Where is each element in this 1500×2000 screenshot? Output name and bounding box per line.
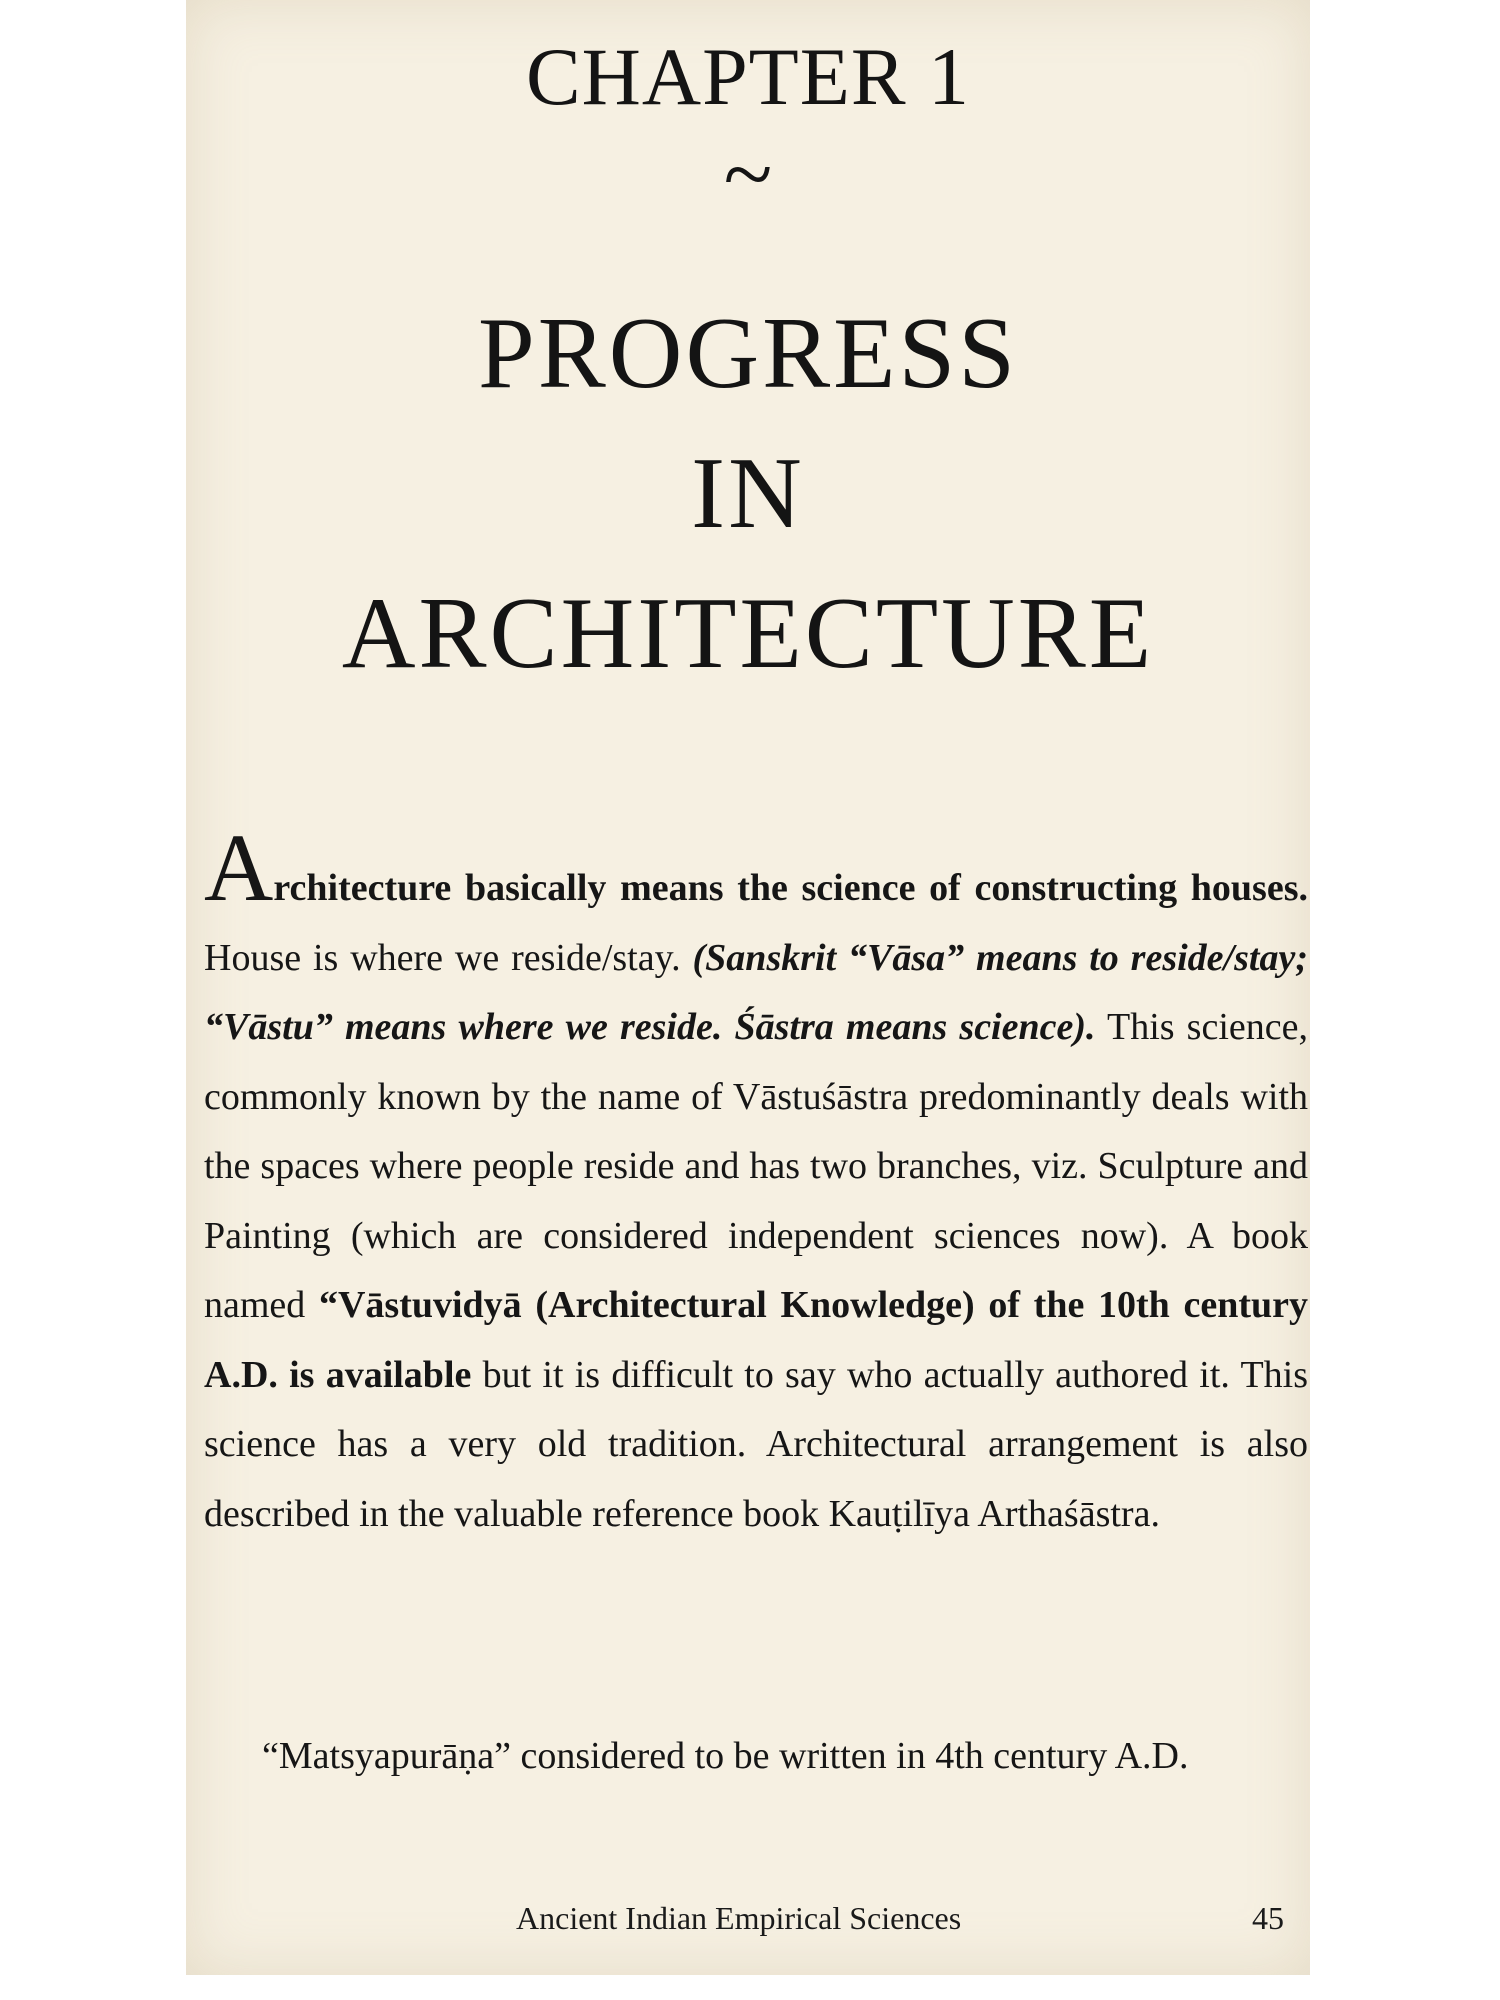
footer-book-title: Ancient Indian Empirical Sciences (516, 1900, 962, 1936)
body-paragraph-2: “Matsyapurāṇa” considered to be written in 4th century A.D. (262, 1735, 1189, 1777)
bold-italic-sanskrit-note: (Sanskrit “Vāsa” means to reside/stay; “Vāstu” means where we reside. Śāstra means science). (204, 936, 1308, 1048)
bold-sentence-1: rchitecture basically means the science of constructing houses. (273, 867, 1308, 909)
chapter-title-line-1: PROGRESS (478, 297, 1018, 410)
body-paragraph-1 (204, 814, 1309, 1549)
chapter-label: CHAPTER 1 (525, 31, 971, 122)
footer-page-number: 45 (1252, 1900, 1284, 1936)
chapter-title-line-2: IN (691, 437, 805, 550)
bold-book-reference: “Vāstuvidyā (Architectural Knowledge) of the 10th century A.D. is available (204, 1284, 1308, 1396)
drop-cap: A (204, 814, 274, 921)
book-page (186, 0, 1310, 1975)
chapter-title-line-3: ARCHITECTURE (341, 577, 1155, 690)
sentence-6: but it is difficult to say who actually authored it. This science has a very old tradition. Architectural arrangement is also described in the valuable reference book Kauṭilīya Arthaśāstra. (204, 1353, 1309, 1535)
chapter-separator: ~ (723, 125, 773, 224)
sentence-4: This science, commonly known by the name of Vāstuśāstra predominantly deals with the spaces where people reside and has two branches, viz. Sculpture and Painting (which are considered independent sciences now). A book named (204, 1006, 1308, 1326)
sentence-2: House is where we reside/stay. (204, 936, 693, 979)
